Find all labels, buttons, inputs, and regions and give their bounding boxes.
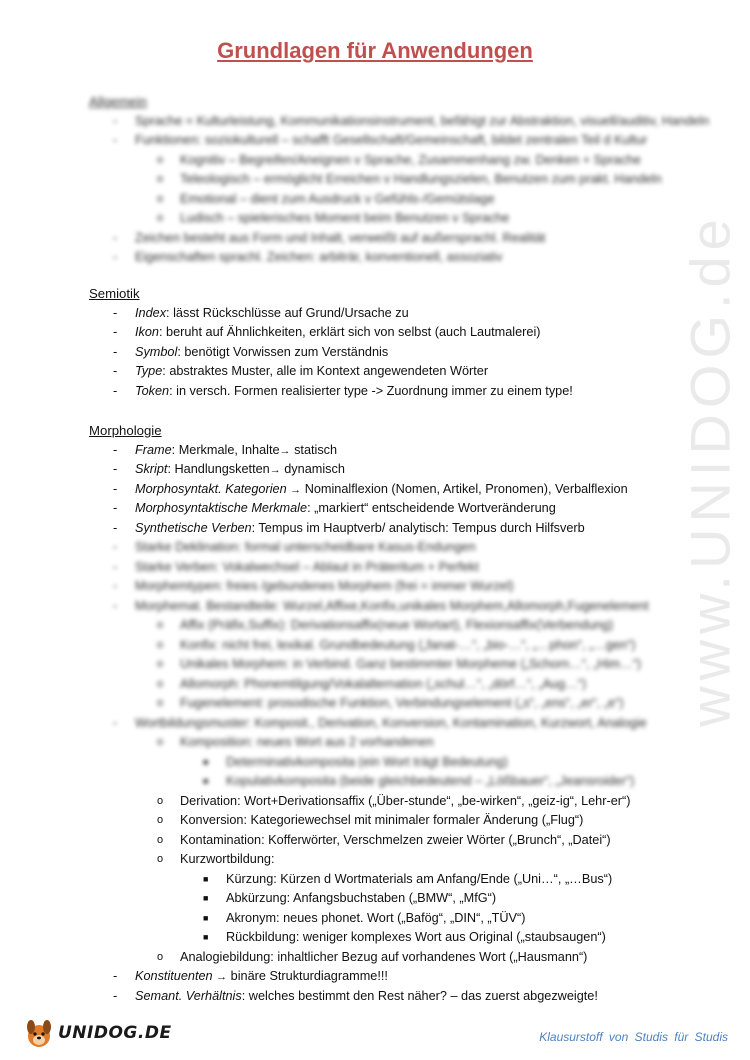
list-item xyxy=(89,636,689,656)
list-item xyxy=(89,967,689,987)
list-item xyxy=(89,597,689,617)
bullet-marker: - xyxy=(113,364,118,378)
definition-result: binäre Strukturdiagramme!!! xyxy=(227,969,388,983)
list-item-text: Affix (Präfix,Suffix): Derivationsaffix(neue Wortart), Flexionsaffix(Verbendung) xyxy=(180,618,614,632)
list-item-text: Kopulativkomposita (beide gleichbedeutend – „Lößbauer“, „Jeansroider“) xyxy=(226,774,635,788)
arrow-icon: → xyxy=(269,464,281,476)
list-item xyxy=(89,460,689,480)
list-item xyxy=(89,304,689,324)
list-item xyxy=(89,577,689,597)
definition: : Tempus im Hauptverb/ analytisch: Tempus durch Hilfsverb xyxy=(251,520,585,535)
term: Morphosyntakt. Kategorien xyxy=(135,481,287,496)
definition: : in versch. Formen realisierter type -> Zuordnung immer zu einem type! xyxy=(169,383,573,398)
term: Synthetische Verben xyxy=(135,520,252,535)
list-item-text: Ludisch – spielerisches Moment beim Benutzen v Sprache xyxy=(180,211,510,225)
definition-result: Nominalflexion (Nomen, Artikel, Pronomen), Verbalflexion xyxy=(301,481,628,496)
list-item xyxy=(89,323,689,343)
bullet-marker: o xyxy=(157,153,164,166)
list-item-text: Kürzung: Kürzen d Wortmaterials am Anfang/Ende („Uni…“, „…Bus“) xyxy=(226,871,613,886)
footer-logo xyxy=(24,1013,172,1053)
list-item xyxy=(89,811,689,831)
section-lines xyxy=(89,967,689,1006)
list-item xyxy=(89,499,689,519)
bullet-marker: ■ xyxy=(203,912,209,923)
section-heading: Allgemein xyxy=(89,94,147,109)
footer-tagline: Klausurstoff von Studis für Studis xyxy=(539,1030,728,1044)
bullet-marker: o xyxy=(157,853,164,865)
list-item xyxy=(89,948,689,968)
list-item xyxy=(89,850,689,870)
list-item xyxy=(89,792,689,812)
list-item xyxy=(89,538,689,558)
term: Token xyxy=(135,383,170,398)
list-item xyxy=(89,733,689,753)
list-item-text xyxy=(135,441,337,462)
bullet-marker: - xyxy=(113,481,118,496)
bullet-marker: o xyxy=(157,619,164,631)
bullet-marker: o xyxy=(157,814,164,826)
list-item xyxy=(89,382,689,402)
bullet-marker: - xyxy=(113,113,118,128)
term: Type xyxy=(135,364,163,378)
term: Symbol xyxy=(135,344,178,359)
bullet-marker: o xyxy=(157,736,164,748)
term: Index xyxy=(135,305,167,320)
list-item xyxy=(89,675,689,695)
list-item xyxy=(89,928,689,948)
bullet-marker: ■ xyxy=(203,756,209,767)
arrow-icon: → xyxy=(290,483,302,496)
list-item-text xyxy=(135,323,541,343)
list-item-text: Determinativkomposita (ein Wort trägt Bedeutung) xyxy=(226,754,508,769)
list-item xyxy=(89,480,689,500)
bullet-marker: - xyxy=(113,520,118,535)
bullet-marker: - xyxy=(113,462,118,476)
list-item-text: Analogiebildung: inhaltlicher Bezug auf vorhandenes Wort („Hausmann“) xyxy=(180,949,588,964)
bullet-marker: o xyxy=(157,697,164,709)
list-item-text: Abkürzung: Anfangsbuchstaben („BMW“, „MfG“) xyxy=(226,891,497,905)
list-item-text: Fugenelement: prosodische Funktion, Verbindungselement („s“, „ens“, „er“, „e“) xyxy=(180,696,624,710)
section-heading: Morphologie xyxy=(89,423,162,438)
bullet-marker: o xyxy=(157,794,164,807)
section-lines xyxy=(89,441,689,539)
list-item xyxy=(89,558,689,578)
definition: : Handlungsketten xyxy=(167,462,270,476)
list-item xyxy=(89,343,689,363)
list-item xyxy=(89,889,689,909)
list-item xyxy=(89,909,689,929)
list-item-text: Sprache = Kulturleistung, Kommunikationsinstrument, befähigt zur Abstraktion, visuell/auditiv, Handeln xyxy=(135,113,710,128)
list-item xyxy=(89,655,689,675)
list-item xyxy=(89,694,689,714)
list-item xyxy=(89,753,689,773)
bullet-marker: - xyxy=(113,501,118,515)
list-item-text xyxy=(135,382,573,402)
list-item-text: Konversion: Kategoriewechsel mit minimaler formaler Änderung („Flug“) xyxy=(180,813,584,827)
list-item xyxy=(89,441,689,461)
list-item-text: Zeichen besteht aus Form und Inhalt, verweißt auf außersprachl. Realität xyxy=(135,230,546,245)
section-lines xyxy=(89,792,689,968)
dog-icon xyxy=(24,1016,56,1050)
logo-text: UNIDOG.DE xyxy=(58,1023,172,1043)
list-item xyxy=(89,131,689,151)
bullet-marker: o xyxy=(157,833,164,846)
list-item-text xyxy=(135,519,585,539)
definition: : benötigt Vorwissen zum Verständnis xyxy=(177,344,389,359)
list-item-text: Rückbildung: weniger komplexes Wort aus Original („staubsaugen“) xyxy=(226,930,606,944)
definition: : welches bestimmt den Rest näher? – das zuerst abgezweigte! xyxy=(241,988,598,1003)
list-item-text: Unikales Morphem: in Verbind. Ganz bestimmter Morpheme („Schorn…“, „Him…“) xyxy=(180,657,642,671)
list-item xyxy=(89,209,689,229)
section-semiotik xyxy=(89,284,689,401)
list-item-text: Funktionen: soziokulturell – schafft Gesellschaft/Gemeinschaft, bildet zentralen Teil d Kultur xyxy=(135,133,648,147)
bullet-marker: ■ xyxy=(203,893,209,903)
list-item-text: Morphemat. Bestandteile: Wurzel,Affixe,Konfix,unikales Morphem,Allomorph,Fugenelement xyxy=(135,598,649,613)
section-lines xyxy=(89,112,710,268)
list-item-text: Kontamination: Kofferwörter, Verschmelzen zweier Wörter („Brunch“, „Datei“) xyxy=(180,832,611,847)
list-item-text: Starke Deklination: formal unterscheidbare Kasus-Endungen xyxy=(135,540,476,554)
bullet-marker: o xyxy=(157,638,164,651)
bullet-marker: - xyxy=(113,344,118,359)
bullet-marker: - xyxy=(113,442,118,457)
bullet-marker: - xyxy=(113,230,118,245)
definition: : Merkmale, Inhalte xyxy=(171,442,280,457)
bullet-marker: ■ xyxy=(203,932,209,942)
term: Konstituenten xyxy=(135,969,213,983)
list-item-text xyxy=(135,460,345,481)
section-lines xyxy=(89,304,689,402)
bullet-marker: - xyxy=(113,325,118,339)
definition: : lässt Rückschlüsse auf Grund/Ursache zu xyxy=(166,305,409,320)
bullet-marker: - xyxy=(113,988,118,1003)
list-item-text: Starke Verben: Vokalwechsel – Ablaut in Präteritum + Perfekt xyxy=(135,559,479,574)
list-item xyxy=(89,229,689,249)
list-item-text xyxy=(135,967,388,988)
definition: : abstraktes Muster, alle im Kontext angewendeten Wörter xyxy=(162,364,489,378)
bullet-marker: - xyxy=(113,133,118,147)
list-item xyxy=(89,831,689,851)
list-item-text: Eigenschaften sprachl. Zeichen: arbiträr, konventionell, assoziativ xyxy=(135,250,503,264)
list-item xyxy=(89,362,689,382)
list-item-text xyxy=(135,987,598,1007)
list-item-text xyxy=(135,304,409,324)
section-lines-blurred xyxy=(89,538,689,792)
list-item-text xyxy=(135,499,556,519)
bullet-marker: - xyxy=(113,305,118,320)
list-item xyxy=(89,870,689,890)
list-item-text xyxy=(135,362,488,382)
list-item-text: Kurzwortbildung: xyxy=(180,852,275,866)
bullet-marker: o xyxy=(157,212,164,224)
list-item-text: Morphemtypen: freies /gebundenes Morphem (frei = immer Wurzel) xyxy=(135,579,514,593)
list-item xyxy=(89,112,710,132)
definition: : beruht auf Ähnlichkeiten, erklärt sich von selbst (auch Lautmalerei) xyxy=(158,325,541,339)
list-item-text: Wortbildungsmuster: Komposit., Derivation, Konversion, Kontamination, Kurzwort, Analogie xyxy=(135,715,647,730)
section-allgemein xyxy=(89,92,710,268)
arrow-icon: → xyxy=(279,444,291,457)
term: Skript xyxy=(135,462,168,476)
list-item xyxy=(89,248,689,268)
definition-result: dynamisch xyxy=(280,462,345,476)
bullet-marker: - xyxy=(113,383,118,398)
bullet-marker: o xyxy=(157,192,164,205)
list-item xyxy=(89,616,689,636)
list-item-text: Derivation: Wort+Derivationsaffix („Über-stunde“, „be-wirken“, „geiz-ig“, Lehr-er“) xyxy=(180,793,631,808)
term: Frame xyxy=(135,442,172,457)
page-title: Grundlagen für Anwendungen xyxy=(217,38,533,63)
bullet-marker: o xyxy=(157,950,164,963)
list-item-text: Emotional – dient zum Ausdruck v Gefühls-/Gemütslage xyxy=(180,191,495,206)
bullet-marker: o xyxy=(157,677,164,690)
list-item xyxy=(89,714,689,734)
section-heading: Semiotik xyxy=(89,286,140,301)
bullet-marker: - xyxy=(113,598,118,613)
bullet-marker: o xyxy=(157,658,164,670)
list-item-text xyxy=(135,480,628,501)
list-item-text: Teleologisch – ermöglicht Erreichen v Handlungszielen, Benutzen zum prakt. Handeln xyxy=(180,172,662,186)
list-item xyxy=(89,151,689,171)
arrow-icon: → xyxy=(216,971,228,983)
definition-result: statisch xyxy=(290,442,338,457)
list-item-text: Komposition: neues Wort aus 2 vorhandenen xyxy=(180,735,434,749)
list-item-text: Konfix: nicht frei, lexikal. Grundbedeutung („fanat-…“, „bio-…“, „…phon“, „…gen“) xyxy=(180,637,636,652)
bullet-marker: - xyxy=(113,579,118,593)
list-item xyxy=(89,519,689,539)
term: Semant. Verhältnis xyxy=(135,988,242,1003)
section-morphologie xyxy=(89,421,689,1006)
list-item xyxy=(89,987,689,1007)
bullet-marker: - xyxy=(113,715,118,730)
list-item-text: Kognitiv – Begreifen/Aneignen v Sprache, Zusammenhang zw. Denken + Sprache xyxy=(180,152,641,167)
bullet-marker: o xyxy=(157,173,164,185)
list-item xyxy=(89,170,689,190)
list-item xyxy=(89,772,689,792)
bullet-marker: - xyxy=(113,559,118,574)
bullet-marker: - xyxy=(113,969,118,983)
watermark: www.UNIDOG.de xyxy=(678,213,742,727)
bullet-marker: - xyxy=(113,250,118,264)
term: Ikon xyxy=(135,325,159,339)
bullet-marker: ■ xyxy=(203,776,209,786)
list-item xyxy=(89,190,689,210)
list-item-text: Allomorph: Phonemtilgung/Vokalalternation („schul…“, „dörf…“, „Aug…“) xyxy=(180,676,587,691)
bullet-marker: ■ xyxy=(203,873,209,884)
list-item-text: Akronym: neues phonet. Wort („Bafög“, „DIN“, „TÜV“) xyxy=(226,910,526,925)
term: Morphosyntaktische Merkmale xyxy=(135,501,308,515)
definition: : „markiert“ entscheidende Wortveränderung xyxy=(307,501,556,515)
list-item-text xyxy=(135,343,388,363)
bullet-marker: - xyxy=(113,540,118,554)
